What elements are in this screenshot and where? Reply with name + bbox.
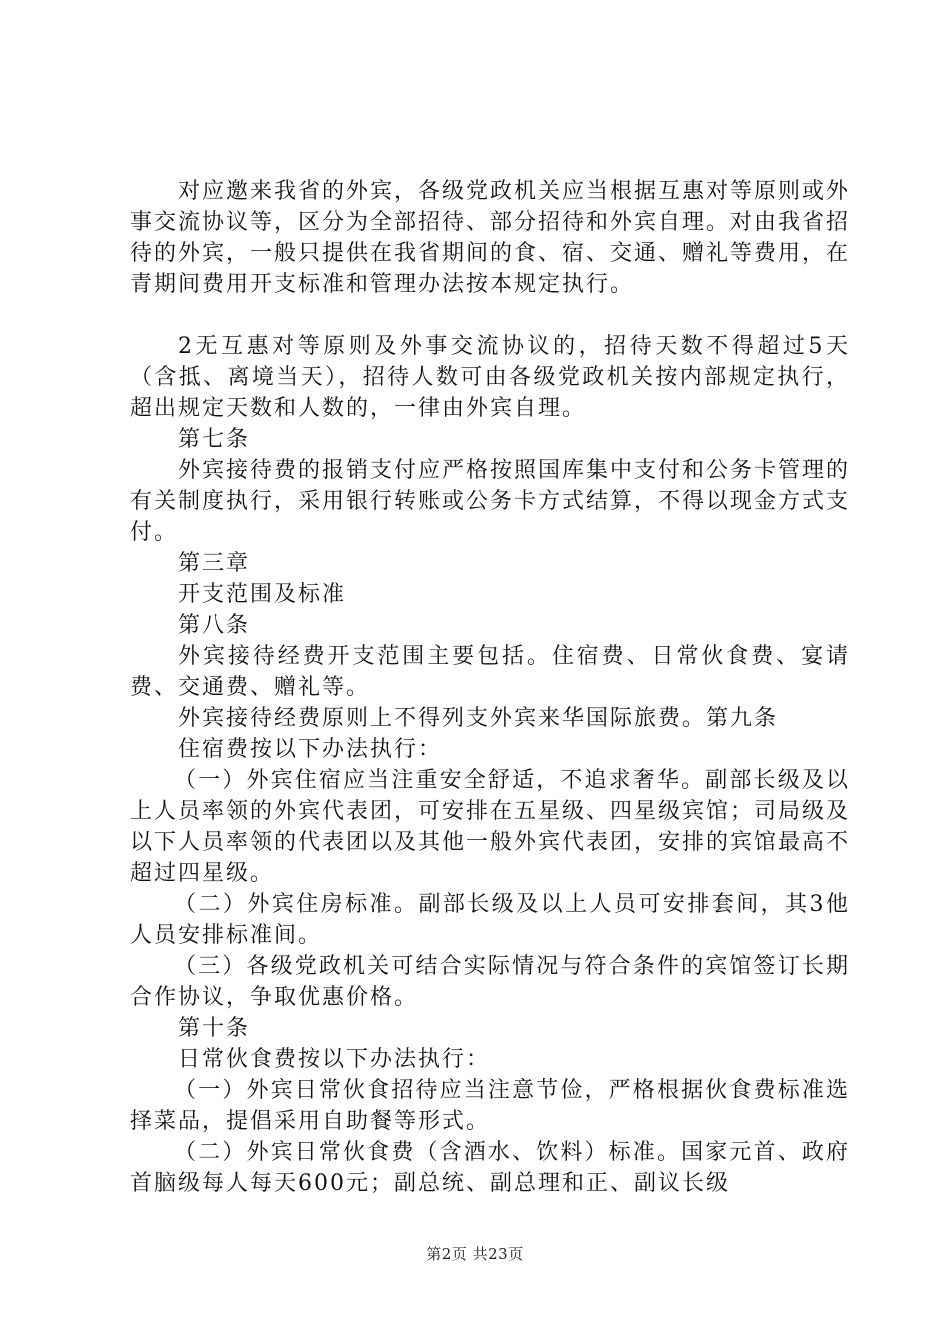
meals-item-1: （一）外宾日常伙食招待应当注意节俭，严格根据伙食费标准选择菜品，提倡采用自助餐等形式。 bbox=[130, 1078, 850, 1134]
paragraph-reception-days: 2无互惠对等原则及外事交流协议的，招待天数不得超过5天（含抵、离境当天），招待人数可由各级党政机关按内部规定执行，超出规定天数和人数的，一律由外宾自理。 bbox=[130, 334, 850, 421]
article-7-heading: 第七条 bbox=[178, 427, 251, 452]
paragraph-reception-scope: 对应邀来我省的外宾，各级党政机关应当根据互惠对等原则或外事交流协议等，区分为全部招待、部分招待和外宾自理。对由我省招待的外宾，一般只提供在我省期间的食、宿、交通、赠礼等费用，在青期间费用开支标准和管理办法按本规定执行。 bbox=[130, 179, 851, 297]
paragraph-lodging-intro: 住宿费按以下办法执行： bbox=[178, 737, 443, 762]
chapter-3-heading: 第三章 bbox=[178, 551, 251, 576]
paragraph-payment: 外宾接待费的报销支付应严格按照国库集中支付和公务卡管理的有关制度执行，采用银行转账或公务卡方式结算，不得以现金方式支付。 bbox=[130, 458, 851, 545]
document-body bbox=[130, 176, 850, 1199]
paragraph-travel-exclusion: 外宾接待经费原则上不得列支外宾来华国际旅费。第九条 bbox=[178, 706, 779, 731]
lodging-item-1: （一）外宾住宿应当注重安全舒适，不追求奢华。副部长级及以上人员率领的外宾代表团，可安排在五星级、四星级宾馆；司局级及以下人员率领的代表团以及其他一般外宾代表团，安排的宾馆最高不超过四星级。 bbox=[130, 768, 851, 886]
lodging-item-3: （三）各级党政机关可结合实际情况与符合条件的宾馆签订长期合作协议，争取优惠价格。 bbox=[130, 954, 850, 1010]
article-8-heading: 第八条 bbox=[178, 613, 251, 638]
lodging-item-2: （二）外宾住房标准。副部长级及以上人员可安排套间，其3他人员安排标准间。 bbox=[130, 892, 850, 948]
meals-item-2: （二）外宾日常伙食费（含酒水、饮料）标准。国家元首、政府首脑级每人每天600元；副总统、副总理和正、副议长级 bbox=[130, 1140, 850, 1196]
chapter-3-title: 开支范围及标准 bbox=[178, 582, 347, 607]
paragraph-expense-scope: 外宾接待经费开支范围主要包括。住宿费、日常伙食费、宴请费、交通费、赠礼等。 bbox=[130, 644, 850, 700]
page-number-footer: 第2页 共23页 bbox=[426, 1245, 524, 1263]
paragraph-meals-intro: 日常伙食费按以下办法执行： bbox=[178, 1047, 491, 1072]
article-10-heading: 第十条 bbox=[178, 1016, 251, 1041]
